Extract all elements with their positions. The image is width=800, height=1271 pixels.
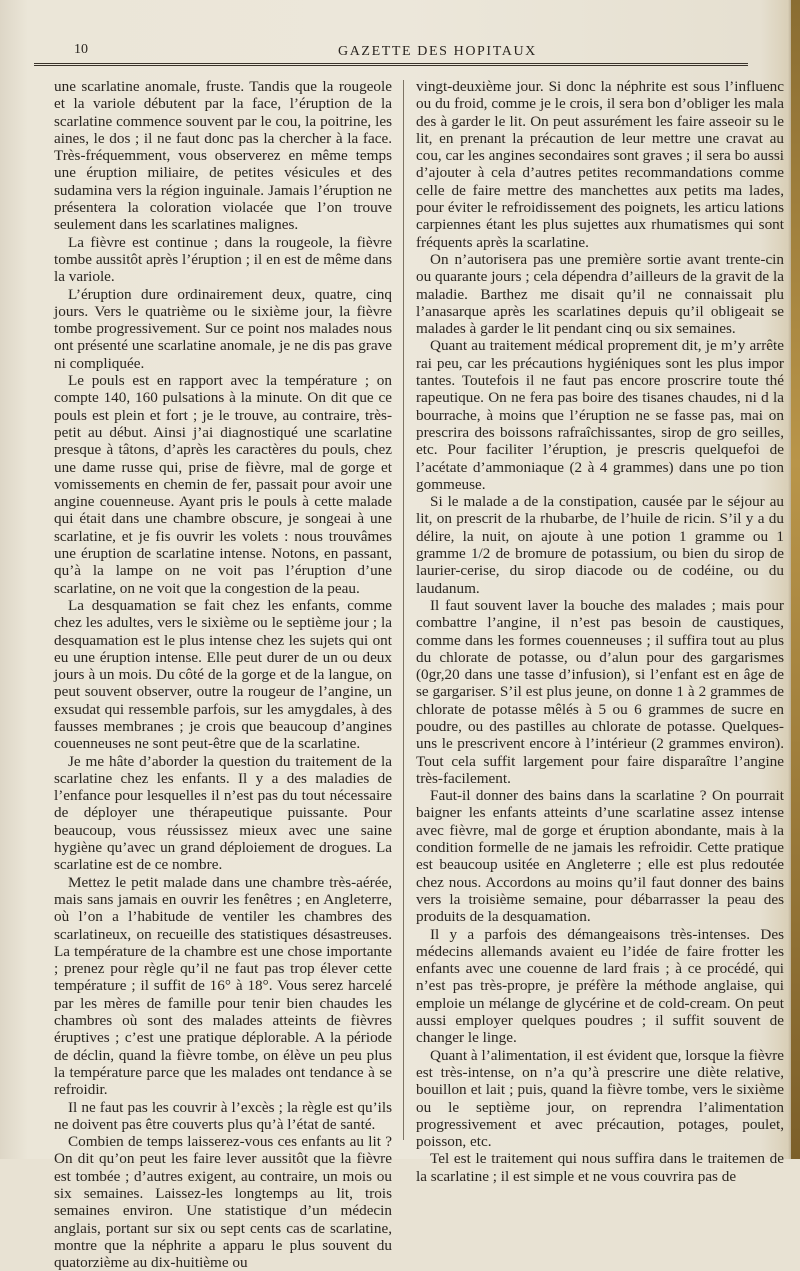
paragraph: Combien de temps laisserez-vous ces enfants au lit ? On dit qu’on peut les faire lever aussitôt que la fièvre est tombée ; d’autres exigent, au contraire, un mois ou six semaines. Laissez-les longtemps au lit, trois semaines environ. Une statistique d’un médecin anglais, portant sur six ou sept cents cas de scarlatine, montre que la néphrite a apparu le plus souvent du quatorzième au dix-huitième ou <box>54 1133 392 1271</box>
paragraph: Mettez le petit malade dans une chambre très-aérée, mais sans jamais en ouvrir les fenêtres ; en Angleterre, où l’on a l’habitude de ventiler les chambres des scarlatineux, on recueille des statistiques désastreuses. La température de la chambre est une chose importante ; prenez pour règle qu’il ne faut pas trop élever cette température ; il suffit de 16° à 18°. Vous serez harcelé par les mères de famille pour tenir bien chaudes les chambres où sont des malades atteints de fièvres éruptives ; c’est une pratique déplorable. A la période de déclin, quand la fièvre tombe, on élève un peu plus la température parce que les malades ont tendance à se refroidir. <box>54 873 392 1099</box>
paragraph: une scarlatine anomale, fruste. Tandis que la rougeole et la variole débutent par la face, l’éruption de la scarlatine commence souvent par le cou, la poitrine, les aines, le dos ; il ne faut donc pas la chercher à la face. Très-fréquemment, vous observerez en même temps une éruption miliaire, de petites vésicules et des sudamina vers la région inguinale. Jamais l’éruption ne présentera la coloration violacée que l’on trouve seulement dans les scarlatines malignes. <box>54 78 392 234</box>
paragraph: vingt-deuxième jour. Si donc la néphrite est sous l’influenc ou du froid, comme je le crois, il sera bon d’obliger les mala des à garder le lit. On peut assurément les faire asseoir su le lit, en prenant la précaution de leur mettre une cravat au cou, car les angines secondaires sont graves ; il sera bo aussi d’ajouter à cela d’autres petites recommandations comme celle de faire mettre des manchettes aux petits ma lades, pour éviter le refroidissement des poignets, les articu lations carpiennes étant les plus sujettes aux rhumatismes qui sont fréquents après la scarlatine. <box>416 78 784 251</box>
paragraph: Si le malade a de la constipation, causée par le séjour au lit, on prescrit de la rhubarbe, de l’huile de ricin. S’il y a du délire, la nuit, on ajoute à une potion 1 gramme ou 1 gramme 1/2 de bromure de potassium, ou bien du sirop de laurier-cerise, du sirop diacode ou de codéine, ou du laudanum. <box>416 493 784 597</box>
paragraph: Quant à l’alimentation, il est évident que, lorsque la fièvre est très-intense, on n’a qu’à prescrire une diète relative, bouillon et lait ; puis, quand la fièvre tombe, vers le sixième ou le septième jour, on reprendra l’alimentation progressivement et avec précaution, potages, poulet, poisson, etc. <box>416 1046 784 1151</box>
page-number: 10 <box>74 42 88 57</box>
paragraph: Je me hâte d’aborder la question du traitement de la scarlatine chez les enfants. Il y a des maladies de l’enfance pour lesquelles il n’est pas du tout nécessaire de déployer une thérapeutique puissante. Pour beaucoup, vous réussissez mieux avec une saine hygiène qu’avec un grand déploiement de drogues. La scarlatine est de ce nombre. <box>54 752 392 874</box>
right-column <box>416 78 784 1185</box>
paragraph: La desquamation se fait chez les enfants, comme chez les adultes, vers le sixième ou le septième jour ; la desquamation est le plus intense chez les sujets qui ont eu une éruption intense. Elle peut durer de un ou deux jours à un mois. Du côté de la gorge et de la langue, on peut souvent observer, outre la rougeur de l’angine, un exsudat qui ressemble parfois, sur les amygdales, à des fausses membranes ; je crois que beaucoup d’angines couenneuses ne sont peut-être que de la scarlatine. <box>54 596 392 753</box>
paragraph: L’éruption dure ordinairement deux, quatre, cinq jours. Vers le quatrième ou le sixième jour, la fièvre tombe progressivement. Sur ce point nos malades nous ont présenté une scarlatine anomale, je ne dis pas grave ni compliquée. <box>54 285 392 372</box>
paragraph: Quant au traitement médical proprement dit, je m’y arrête rai peu, car les précautions hygiéniques sont les plus impor tantes. Toutefois il ne faut pas encore proscrire toute thé rapeutique. On ne fera pas boire des tisanes chaudes, ni d la bourrache, à moins que l’éruption ne se fasse pas, mai on prescrira des boissons rafraîchissantes, sirop de gro seilles, etc. Pour faciliter l’éruption, je prescris quelquefoi de l’acétate d’ammoniaque (2 à 4 grammes) dans une po tion gommeuse. <box>416 337 784 493</box>
paragraph: Il y a parfois des démangeaisons très-intenses. Des médecins allemands avaient eu l’idée de faire frotter les enfants avec une couenne de lard frais ; à ce procédé, qui n’est pas très-propre, je préfère la méthode anglaise, qui emploie un mélange de glycérine et de cold-cream. On peut aussi employer quelques poudres ; il suffit souvent de changer le linge. <box>416 925 784 1047</box>
binding-edge <box>791 0 800 1159</box>
page-header <box>40 42 782 64</box>
paragraph: La fièvre est continue ; dans la rougeole, la fièvre tombe aussitôt après l’éruption ; il en est de même dans la variole. <box>54 233 392 286</box>
left-column <box>54 78 392 1271</box>
paragraph: Il faut souvent laver la bouche des malades ; mais pour combattre l’angine, il n’est pas besoin de caustiques, comme dans les formes couenneuses ; il suffira tout au plus du chlorate de potasse, ou d’alun pour des gargarismes (0gr,20 dans une tasse d’infusion), si l’enfant est en âge de se gargariser. S’il est plus jeune, on donne 1 à 2 grammes de chlorate de potasse mêlés à 5 ou 6 grammes de sucre en poudre, ou des pastilles au chlorate de potasse. Quelques-uns le prescrivent encore à l’intérieur (2 grammes environ). Tout cela suffit largement pour faire disparaître l’angine très-facilement. <box>416 596 784 787</box>
journal-title: GAZETTE DES HOPITAUX <box>338 44 537 59</box>
paragraph: Le pouls est en rapport avec la température ; on compte 140, 160 pulsations à la minute. On dit que ce pouls est plein et fort ; je le trouve, au contraire, très-petit au début. Ainsi j’ai diagnostiqué une scarlatine presque à tâtons, d’après les caractères du pouls, chez une dame russe qui, prise de fièvre, mal de gorge et vomissements en chemin de fer, passait pour avoir une angine couenneuse. Ayant pris le pouls à cette malade qui était dans une chambre obscure, je songeai à une scarlatine, et je fis ouvrir les volets : nous trouvâmes une éruption de scarlatine intense. Notons, en passant, qu’à la lampe on ne voit pas l’éruption d’une scarlatine, on ne voit que la congestion de la peau. <box>54 372 392 597</box>
header-rule <box>34 63 748 66</box>
column-divider <box>403 80 404 1140</box>
paragraph: Il ne faut pas les couvrir à l’excès ; la règle est qu’ils ne doivent pas être couverts plus qu’à l’état de santé. <box>54 1098 392 1133</box>
paragraph: Faut-il donner des bains dans la scarlatine ? On pourrait baigner les enfants atteints d’une scarlatine assez intense avec fièvre, mal de gorge et éruption abondante, mais à la condition formelle de ne jamais les refroidir. Cette pratique est beaucoup usitée en Angleterre ; elle est plus redoutée chez nous. Accordons au moins qu’il faut donner des bains vers la troisième semaine, pour débarrasser la peau des produits de la desquamation. <box>416 787 784 926</box>
paragraph: Tel est le traitement qui nous suffira dans le traitemen de la scarlatine ; il est simple et ne vous couvrira pas de <box>416 1150 784 1185</box>
paragraph: On n’autorisera pas une première sortie avant trente-cin ou quarante jours ; cela dépendra d’ailleurs de la gravit de la maladie. Barthez me disait qu’il ne connaissait plu l’anasarque après les scarlatines depuis qu’il obligeait se malades à garder le lit pendant cinq ou six semaines. <box>416 250 784 338</box>
